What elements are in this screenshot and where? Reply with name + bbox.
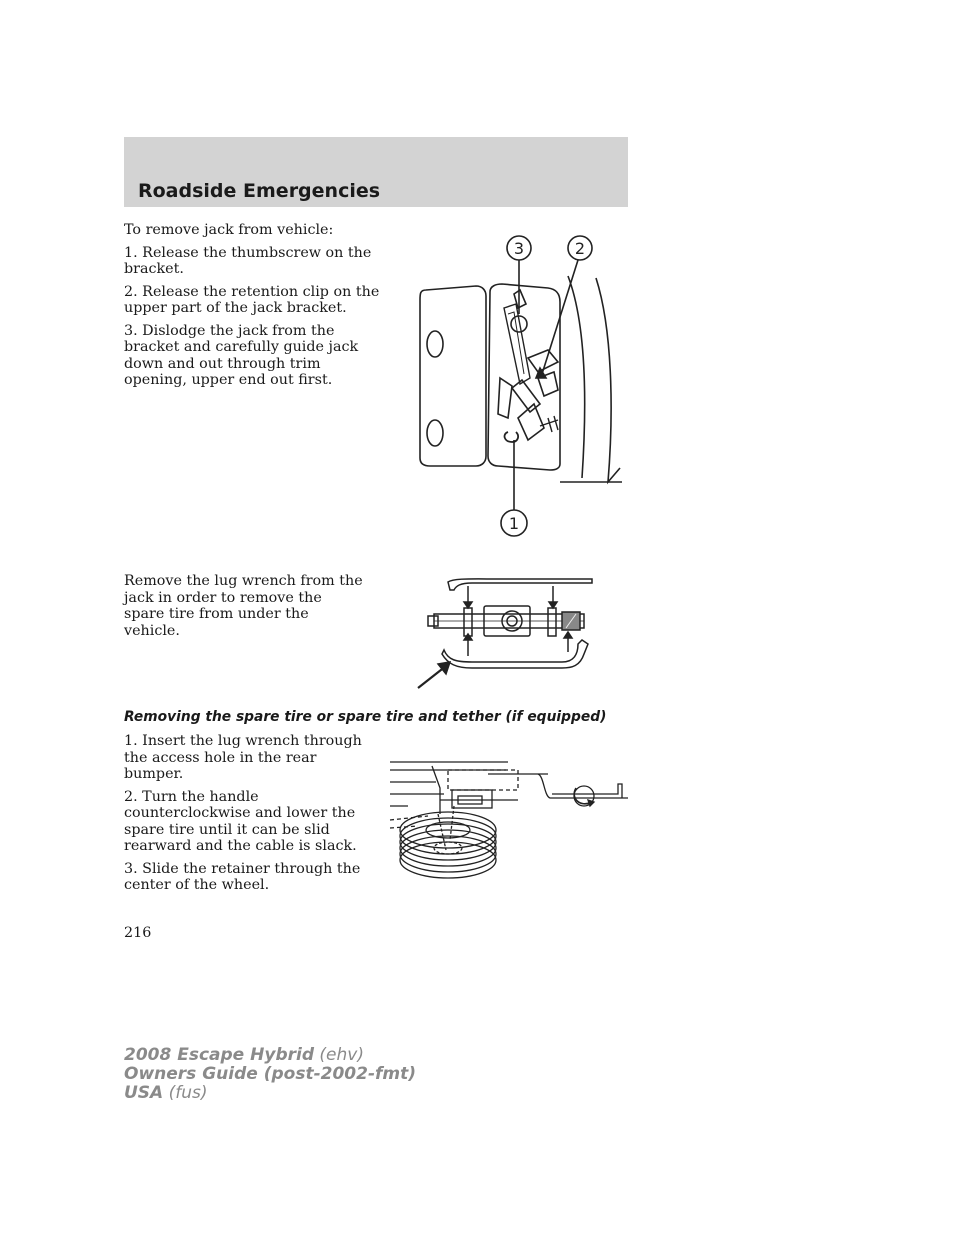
footer-market-code: (fus) [168, 1083, 208, 1103]
spare-tire-heading: Removing the spare tire or spare tire and tether (if equipped) [124, 709, 607, 725]
footer-market: USA [124, 1083, 164, 1103]
page-number: 216 [124, 925, 152, 941]
jack-step-3: 3. Dislodge the jack from the bracket and carefully guide jack down and out through trim opening, upper end out first. [124, 322, 359, 388]
spare-tire-instructions [124, 733, 380, 900]
footer-line-1 [124, 1046, 416, 1065]
callout-3: 3 [513, 239, 525, 258]
jack-step-2: 2. Release the retention clip on the upper part of the jack bracket. [124, 283, 380, 316]
footer-line-3 [124, 1084, 416, 1103]
spare-step-3: 3. Slide the retainer through the center of the wheel. [124, 860, 361, 893]
spare-step-2: 2. Turn the handle counterclockwise and lower the spare tire until it can be slid rearward and the cable is slack. [124, 788, 357, 854]
spare-tire-illustration [388, 754, 630, 880]
footer-model: 2008 Escape Hybrid [124, 1045, 314, 1065]
footer-model-code: (ehv) [319, 1045, 364, 1065]
section-title: Roadside Emergencies [138, 180, 381, 202]
lug-wrench-instructions [124, 573, 364, 645]
jack-removal-intro: To remove jack from vehicle: [124, 222, 334, 238]
callout-2: 2 [574, 239, 586, 258]
document-footer [124, 1046, 416, 1103]
lug-wrench-text: Remove the lug wrench from the jack in order to remove the spare tire from under the vehicle. [124, 573, 363, 639]
footer-line-2 [124, 1065, 416, 1084]
jack-step-1: 1. Release the thumbscrew on the bracket. [124, 244, 372, 277]
jack-removal-instructions [124, 222, 380, 395]
spare-step-1: 1. Insert the lug wrench through the access hole in the rear bumper. [124, 733, 362, 782]
footer-guide: Owners Guide (post-2002-fmt) [124, 1064, 417, 1084]
callout-1: 1 [508, 514, 520, 533]
lug-wrench-on-jack-illustration [412, 572, 596, 692]
section-header-band [124, 137, 628, 207]
jack-bracket-illustration [408, 228, 634, 544]
